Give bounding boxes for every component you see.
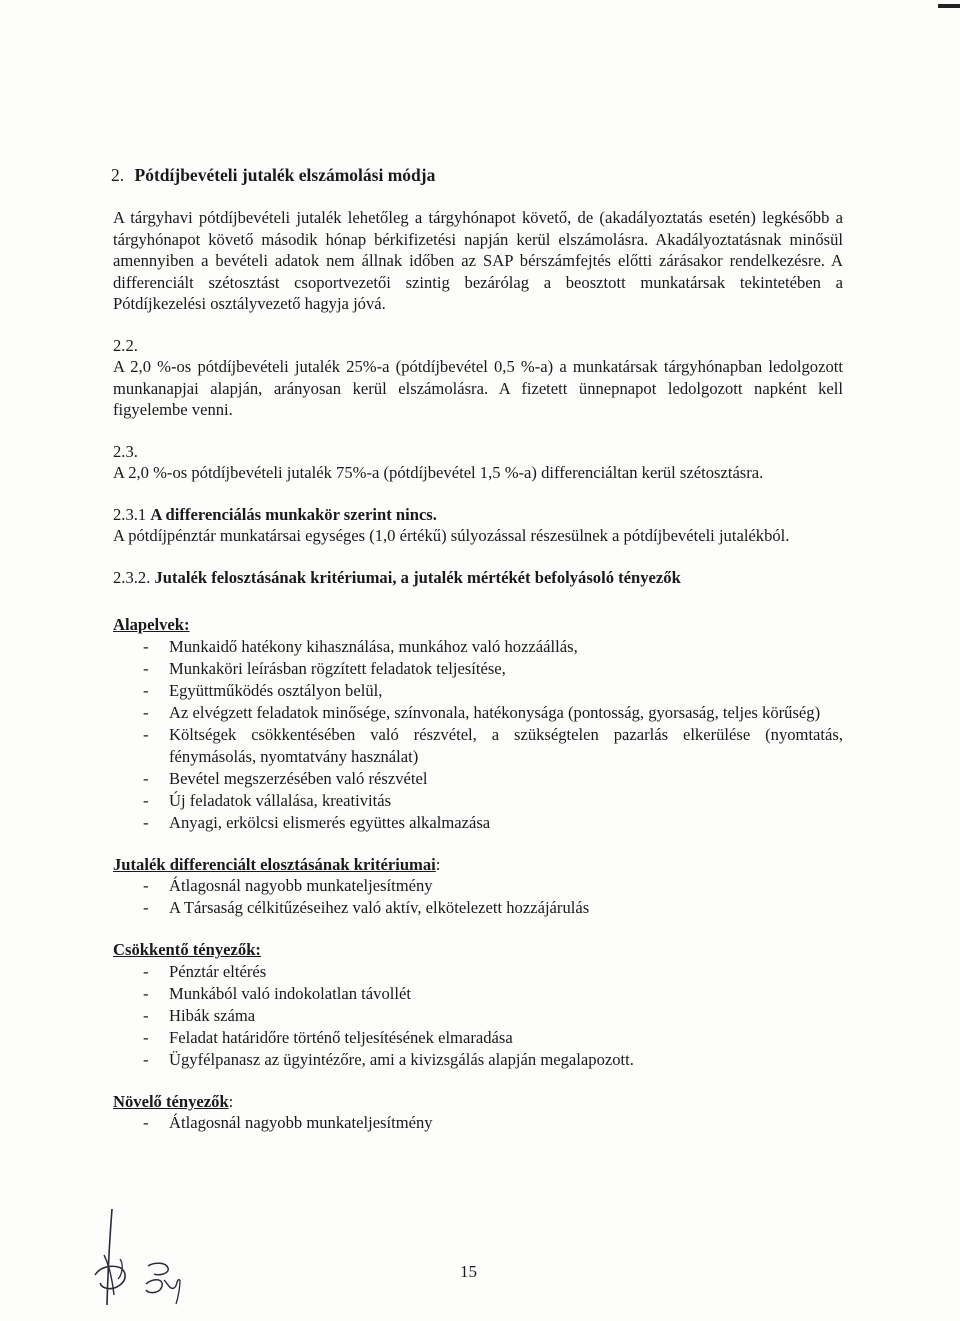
list-label: Növelő tényezők [113,1091,229,1111]
intro-block [113,207,843,315]
scan-edge-mark [938,4,960,8]
list-item [113,1112,843,1134]
csokkento-block [113,939,843,1071]
document-content [113,163,843,1154]
dash-mark: - [143,658,149,678]
subsection-2-3-2 [113,567,843,589]
subsection-2-2 [113,335,843,421]
list-item [113,724,843,768]
list-item [113,636,843,658]
dash-mark: - [143,812,149,832]
list-item [113,1005,843,1027]
dash-mark: - [143,680,149,700]
alapelvek-list [113,636,843,834]
novelo-block [113,1091,843,1135]
intro-paragraph: A tárgyhavi pótdíjbevételi jutalék lehetőleg a tárgyhónapot követő, de (akadályoztatás esetén) legkésőbb a tárgyhónapot követő második hónap bérkifizetési napján kerül elszámolásra. Akadályoztatásnak minősül amennyiben a bevételi adatok nem állnak időben az SAP bérszámfejtés előtti zárásakor rendelkezésre. A differenciált szétosztást csoportvezetői szintig bezárólag a beosztott munkatársak tekintetében a Pótdíjkezelési osztályvezető hagyja jóvá. [113,208,843,313]
dash-mark: - [143,768,149,788]
list-item [113,897,843,919]
list-item-text: Pénztár eltérés [169,961,267,981]
list-label: Jutalék differenciált elosztásának kritériumai [113,854,436,874]
dash-mark: - [143,1049,149,1069]
subsection-number: 2.3.1 [113,504,147,524]
novelo-list [113,1112,843,1134]
list-item-text: A Társaság célkitűzéseihez való aktív, elkötelezett hozzájárulás [169,898,590,917]
list-item [113,812,843,834]
list-item-text: Hibák száma [169,1005,256,1025]
list-item [113,658,843,680]
subsection-heading [113,504,843,526]
subsection-title: A differenciálás munkakör szerint nincs. [150,504,437,524]
label-colon: : [435,854,441,874]
list-label-line [113,1091,843,1113]
section-number: 2. [111,165,125,185]
subsection-text: A 2,0 %-os pótdíjbevételi jutalék 75%-a (pótdíjbevétel 1,5 %-a) differenciáltan kerül szétosztásra. [113,463,764,482]
initials-signature-1 [90,1205,140,1315]
subsection-text: A 2,0 %-os pótdíjbevételi jutalék 25%-a (pótdíjbevétel 0,5 %-a) a munkatársak tárgyhónapban ledolgozott munkanapjai alapján, arányosan kerül elszámolásra. A fizetett ünnepnapot ledolgozott napként kell figyelembe venni. [113,357,843,419]
dash-mark: - [143,724,149,744]
subsection-number: 2.3.2. [113,567,151,587]
differencialt-block [113,854,843,920]
page-number: 15 [460,1262,477,1281]
list-item [113,983,843,1005]
dash-mark: - [143,1027,149,1047]
initials-signature-2 [140,1258,190,1308]
dash-mark: - [143,876,149,895]
dash-mark: - [143,1113,149,1132]
dash-mark: - [143,961,149,981]
list-item [113,875,843,897]
list-item-text: Anyagi, erkölcsi elismerés együttes alkalmazása [169,812,491,832]
dash-mark: - [143,898,149,917]
list-item-text: Bevétel megszerzésében való részvétel [169,768,428,788]
list-item-text: Az elvégzett feladatok minősége, színvonala, hatékonysága (pontosság, gyorsaság, teljes körűség) [169,702,821,722]
list-item-text: Új feladatok vállalása, kreativitás [169,790,392,810]
list-item [113,768,843,790]
list-item [113,1049,843,1071]
subsection-text: A pótdíjpénztár munkatársai egységes (1,0 értékű) súlyozással részesülnek a pótdíjbevételi jutalékból. [113,526,790,545]
subsection-2-3 [113,441,843,484]
list-item-text: Munkaköri leírásban rögzített feladatok teljesítése, [169,658,506,678]
subsection-2-3-1 [113,504,843,547]
dash-mark: - [143,702,149,722]
dash-mark: - [143,983,149,1003]
subsection-number: 2.2. [113,335,138,355]
subsection-heading [113,567,843,589]
list-item-text: Átlagosnál nagyobb munkateljesítmény [169,1113,433,1132]
label-colon: : [228,1091,234,1111]
differencialt-list [113,875,843,919]
list-item-text: Ügyfélpanasz az ügyintézőre, ami a kivizsgálás alapján megalapozott. [169,1049,634,1069]
section-heading [111,163,843,187]
list-item-text: Költségek csökkentésében való részvétel, a szükségtelen pazarlás elkerülése (nyomtatás, fénymásolás, nyomtatvány használat) [169,724,843,766]
section-title: Pótdíjbevételi jutalék elszámolási módja [134,165,436,185]
list-label-line [113,854,843,876]
dash-mark: - [143,1005,149,1025]
list-item-text: Munkából való indokolatlan távollét [169,983,411,1003]
list-item-text: Feladat határidőre történő teljesítésének elmaradása [169,1027,513,1047]
list-item-text: Munkaidő hatékony kihasználása, munkához való hozzáállás, [169,636,578,656]
alapelvek-block [113,614,843,834]
csokkento-list [113,961,843,1071]
dash-mark: - [143,636,149,656]
list-label: Alapelvek: [113,615,190,634]
list-item-text: Együttműködés osztályon belül, [169,680,383,700]
list-item-text: Átlagosnál nagyobb munkateljesítmény [169,876,433,895]
list-item [113,1027,843,1049]
subsection-number: 2.3. [113,441,138,461]
subsection-title: Jutalék felosztásának kritériumai, a jutalék mértékét befolyásoló tényezők [154,567,681,587]
list-item [113,702,843,724]
list-item [113,961,843,983]
list-item [113,680,843,702]
list-label: Csökkentő tényezők: [113,940,261,959]
dash-mark: - [143,790,149,810]
list-item [113,790,843,812]
